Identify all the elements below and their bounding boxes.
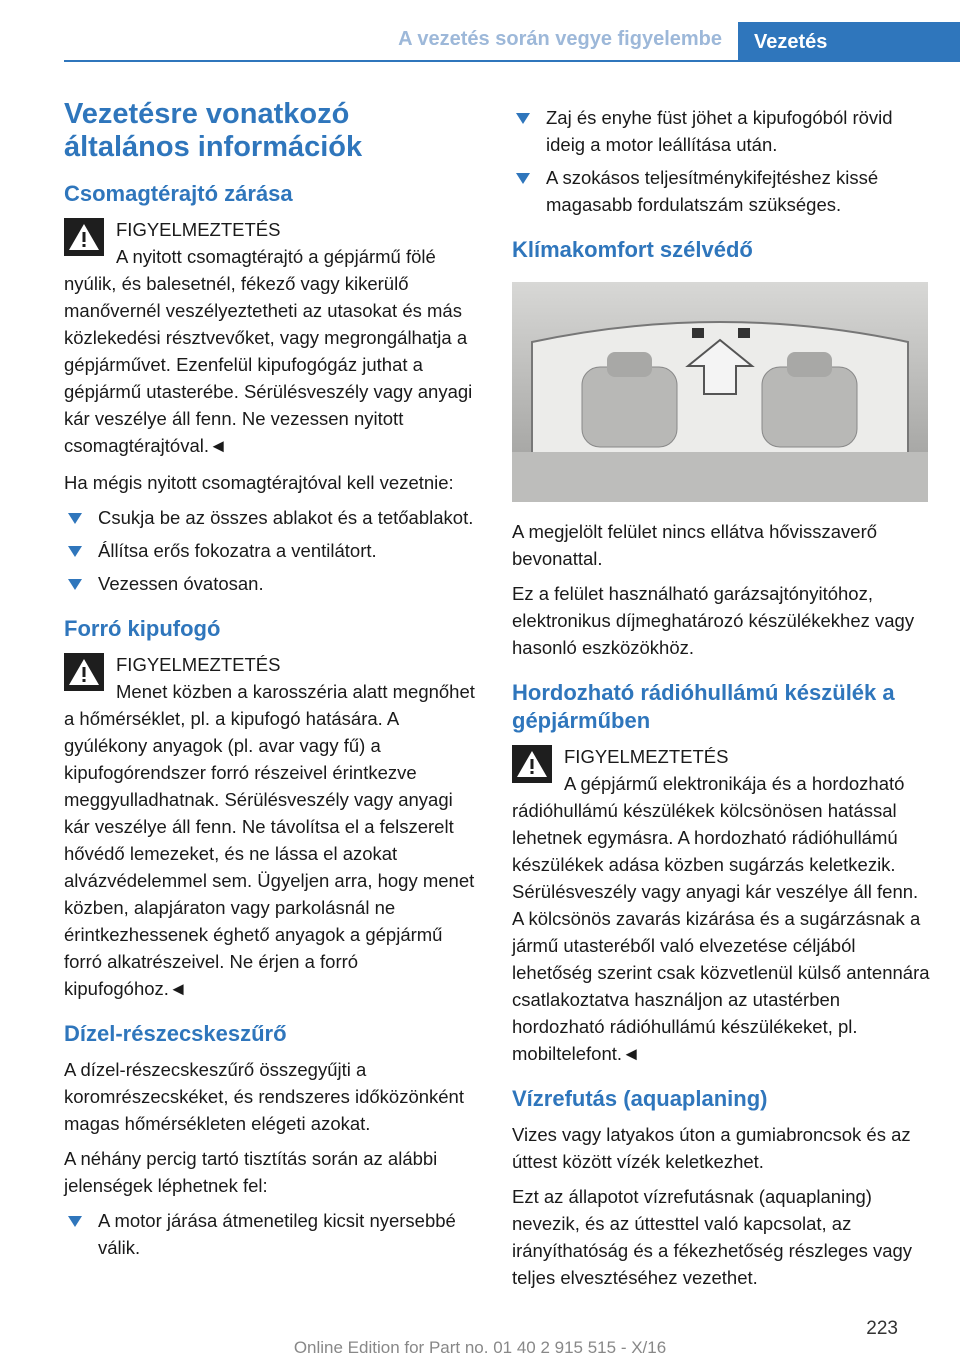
section-heading-radio: Hordozható rádióhullámú készülék a gépjárműben <box>512 680 895 733</box>
header-rule <box>64 60 960 62</box>
section-heading-windshield: Klímakomfort szélvédő <box>512 237 753 262</box>
list-item: Csukja be az összes ablakot és a tetőablakot. <box>64 504 480 531</box>
header-chapter-tab: Vezetés <box>738 22 960 62</box>
warning-label: FIGYELMEZTETÉS <box>116 654 281 675</box>
warning-text: A nyitott csomagtérajtó a gépjármű fölé nyúlik, és balesetnél, fékező vagy kikerülő manővernél veszélyeztetheti az utasokat és más közlekedési résztvevőket, vagy megrongálhatja a gépjárművet. Ezenfelül kipufogógáz juthat a gépjármű utasterébe. Sérülésveszély vagy anyagi kár veszélye áll fenn. Ne vezessen nyitott csomagtérajtóval.◄ <box>64 246 473 456</box>
paragraph: Ezt az állapotot vízrefutásnak (aquaplaning) nevezik, és az úttesttel való kapcsolat, az irányíthatóság és a fékezhetőség részleges vagy teljes elvesztéséhez vezethet. <box>512 1186 913 1288</box>
warning-block <box>64 651 480 1002</box>
header-section-title: A vezetés során vegye figyelembe <box>398 28 722 50</box>
warning-triangle-icon <box>64 653 104 691</box>
warning-label: FIGYELMEZTETÉS <box>564 746 729 767</box>
paragraph: Ha mégis nyitott csomagtérajtóval kell vezetnie: <box>64 472 454 493</box>
paragraph: Ez a felület használható garázsajtónyitóhoz, elektronikus díjmeghatározó készülékekhez vagy hasonló eszközökhöz. <box>512 583 915 658</box>
section-heading-exhaust: Forró kipufogó <box>64 616 221 641</box>
page-number: 223 <box>866 1318 898 1339</box>
warning-text: Menet közben a karosszéria alatt megnőhet a hőmérséklet, pl. a kipufogó hatására. A gyúlékony anyagok (pl. avar vagy fű) a kipufogórendszer forró részeivel érintkezve meggyulladhatnak. Sérülésveszély vagy anyagi kár veszélye áll fenn. Ne távolítsa el a felszerelt hővédő lemezeket, és ne lássa el azokat alvázvédelemmel sem. Ügyeljen arra, hogy menet közben, alapjáraton vagy parkolásnál ne érintkezhessenek éghető anyagok a gépjármű forró alkatrészeivel. Ne érjen a forró kipufogóhoz.◄ <box>64 681 475 999</box>
list-item: Állítsa erős fokozatra a ventilátort. <box>64 537 480 564</box>
paragraph: A dízel-részecskeszűrő összegyűjti a koromrészecskéket, és rendszeres időközönként magas hőmérsékleten elégeti azokat. <box>64 1059 464 1134</box>
list-item: Vezessen óvatosan. <box>64 570 480 597</box>
footer-edition: Online Edition for Part no. 01 40 2 915 515 - X/16 <box>293 1338 667 1357</box>
warning-block <box>64 216 480 459</box>
right-column <box>512 98 930 1299</box>
windshield-photo <box>512 282 928 502</box>
warning-text: A gépjármű elektronikája és a hordozható rádióhullámú készülékek kölcsönösen hatással lehetnek egymásra. A hordozható rádióhullámú készülékek adása közben sugárzás keletkezik. Sérülésveszély vagy anyagi kár veszélye áll fenn. A kölcsönös zavarás kizárása és a sugárzásnak a jármű utasteréből való elvezetése céljából lehetőség szerint csak közvetlenül külső antennára csatlakoztatva használjon az utastérben hordozható rádióhullámú készülékeket, pl. mobiltelefont.◄ <box>512 773 930 1064</box>
page-title: Vezetésre vonatkozó általános információk <box>64 98 363 163</box>
warning-block <box>512 743 930 1067</box>
section-heading-dpf: Dízel-részecskeszűrő <box>64 1021 287 1046</box>
page-header <box>0 0 960 62</box>
paragraph: Vizes vagy latyakos úton a gumiabroncsok és az úttest között vízék keletkezhet. <box>512 1124 911 1172</box>
left-column <box>64 98 480 1269</box>
list-item: A szokásos teljesítménykifejtéshez kissé magasabb fordulatszám szükséges. <box>512 164 930 218</box>
list-item: Zaj és enyhe füst jöhet a kipufogóból rövid ideig a motor leállítása után. <box>512 104 930 158</box>
bullet-list <box>64 504 480 597</box>
section-heading-aquaplaning: Vízrefutás (aquaplaning) <box>512 1086 768 1111</box>
warning-label: FIGYELMEZTETÉS <box>116 219 281 240</box>
bullet-list <box>64 1207 480 1261</box>
paragraph: A megjelölt felület nincs ellátva hővisszaverő bevonattal. <box>512 521 878 569</box>
warning-triangle-icon <box>512 745 552 783</box>
list-item: A motor járása átmenetileg kicsit nyersebbé válik. <box>64 1207 480 1261</box>
bullet-list <box>512 104 930 218</box>
paragraph: A néhány percig tartó tisztítás során az alábbi jelenségek léphetnek fel: <box>64 1148 438 1196</box>
warning-triangle-icon <box>64 218 104 256</box>
section-heading-trunk: Csomagtérajtó zárása <box>64 181 293 206</box>
